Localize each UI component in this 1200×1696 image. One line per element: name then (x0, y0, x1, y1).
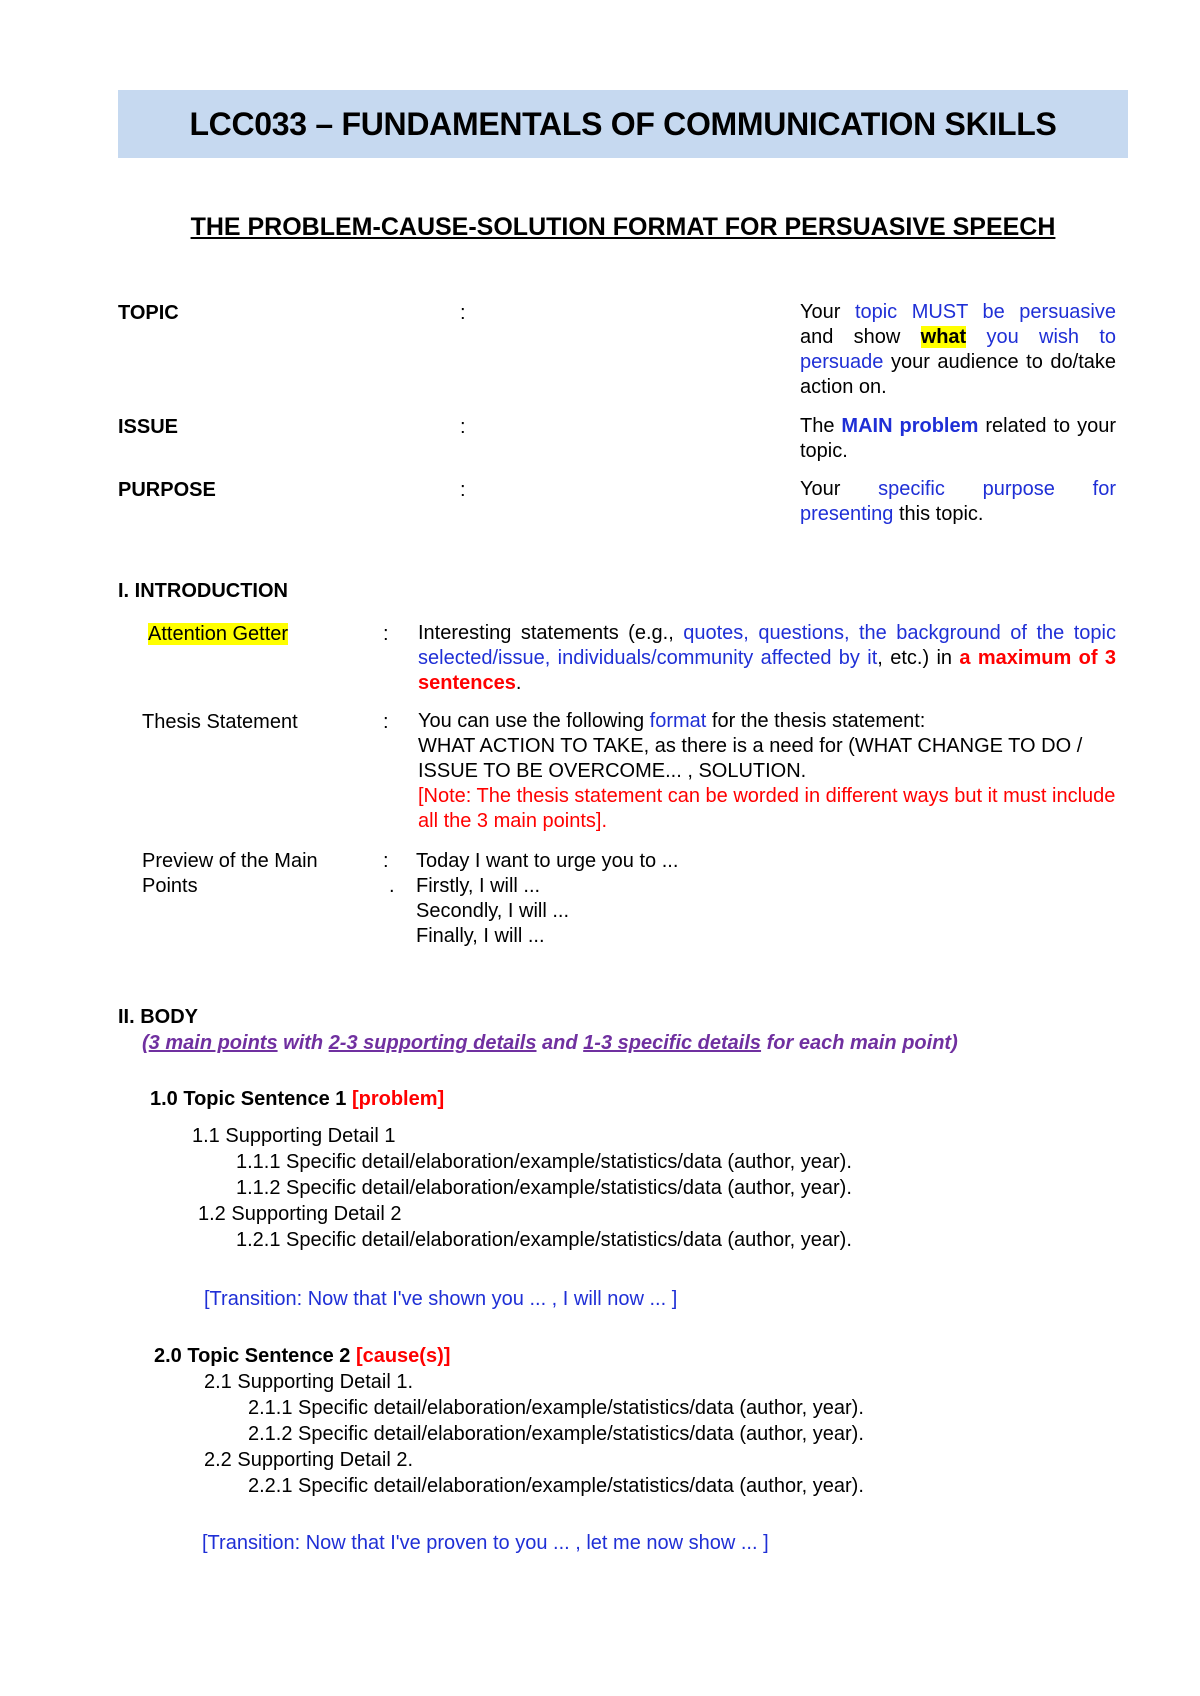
topic-description: Your topic MUST be persuasive and show what you wish to persuade your audience to do/take action on. (800, 301, 1117, 398)
body-heading: II. BODY (118, 1006, 199, 1028)
attention-description: Interesting statements (e.g., quotes, questions, the background of the topic selected/issue, individuals/community affected by it, etc.) in a maximum of 3 sentences. (418, 622, 1116, 694)
page-subtitle: THE PROBLEM-CAUSE-SOLUTION FORMAT FOR PERSUASIVE SPEECH (190, 213, 1056, 241)
specific-detail: 2.2.1 Specific detail/elaboration/example/statistics/data (author, year). (248, 1475, 864, 1497)
supporting-detail: 1.1 Supporting Detail 1 (192, 1125, 396, 1147)
topic-sentence-1: 1.0 Topic Sentence 1 [problem] (150, 1088, 445, 1110)
transition-1: [Transition: Now that I've shown you ... , I will now ... ] (204, 1288, 678, 1310)
topic-label: TOPIC (118, 302, 179, 324)
supporting-detail: 2.2 Supporting Detail 2. (204, 1449, 414, 1471)
purpose-description: Your specific purpose for presenting this topic. (800, 478, 1116, 525)
intro-heading: I. INTRODUCTION (118, 580, 288, 602)
thesis-label: Thesis Statement (142, 711, 298, 733)
preview-lines (416, 849, 678, 949)
attention-label: Attention Getter (148, 623, 289, 645)
topic-sentence-2: 2.0 Topic Sentence 2 [cause(s)] (154, 1345, 451, 1367)
purpose-colon: : (460, 479, 466, 501)
page-title: LCC033 – FUNDAMENTALS OF COMMUNICATION SKILLS (189, 106, 1057, 142)
supporting-detail: 2.1 Supporting Detail 1. (204, 1371, 414, 1393)
thesis-note: [Note: The thesis statement can be worded in different ways but it must include all the 3 main points]. (418, 785, 1116, 832)
preview-line: Firstly, I will ... (416, 875, 541, 897)
attention-colon: : (383, 623, 389, 645)
transition-2: [Transition: Now that I've proven to you ... , let me now show ... ] (202, 1532, 769, 1554)
supporting-detail: 1.2 Supporting Detail 2 (198, 1203, 402, 1225)
body-note: (3 main points with 2-3 supporting details and 1-3 specific details for each main point) (142, 1032, 958, 1054)
specific-detail: 1.1.1 Specific detail/elaboration/example/statistics/data (author, year). (236, 1151, 852, 1173)
preview-line: Today I want to urge you to ... (416, 850, 679, 872)
specific-detail: 2.1.1 Specific detail/elaboration/example/statistics/data (author, year). (248, 1397, 864, 1419)
issue-label: ISSUE (118, 416, 179, 438)
title-banner (118, 90, 1128, 158)
issue-colon: : (460, 416, 466, 438)
preview-colons: : . (383, 850, 395, 897)
specific-detail: 1.1.2 Specific detail/elaboration/example/statistics/data (author, year). (236, 1177, 852, 1199)
topic-colon: : (460, 302, 466, 324)
purpose-label: PURPOSE (118, 479, 216, 501)
preview-label: Preview of the Main Points (142, 850, 318, 897)
thesis-colon: : (383, 711, 389, 733)
thesis-description: You can use the following format for the thesis statement: WHAT ACTION TO TAKE, as there is a need for (WHAT CHANGE TO DO / ISSUE TO BE OVERCOME... , SOLUTION. [Note: The thesis statement can be worded in different ways but it must include all the 3 main points]. (418, 709, 1118, 834)
specific-detail: 2.1.2 Specific detail/elaboration/example/statistics/data (author, year). (248, 1423, 864, 1445)
issue-description: The MAIN problem related to your topic. (800, 415, 1116, 462)
specific-detail: 1.2.1 Specific detail/elaboration/example/statistics/data (author, year). (236, 1229, 852, 1251)
preview-line: Finally, I will ... (416, 925, 545, 947)
thesis-format: WHAT ACTION TO TAKE, as there is a need for (WHAT CHANGE TO DO / ISSUE TO BE OVERCOME... , SOLUTION. (418, 735, 1083, 782)
preview-line: Secondly, I will ... (416, 900, 570, 922)
